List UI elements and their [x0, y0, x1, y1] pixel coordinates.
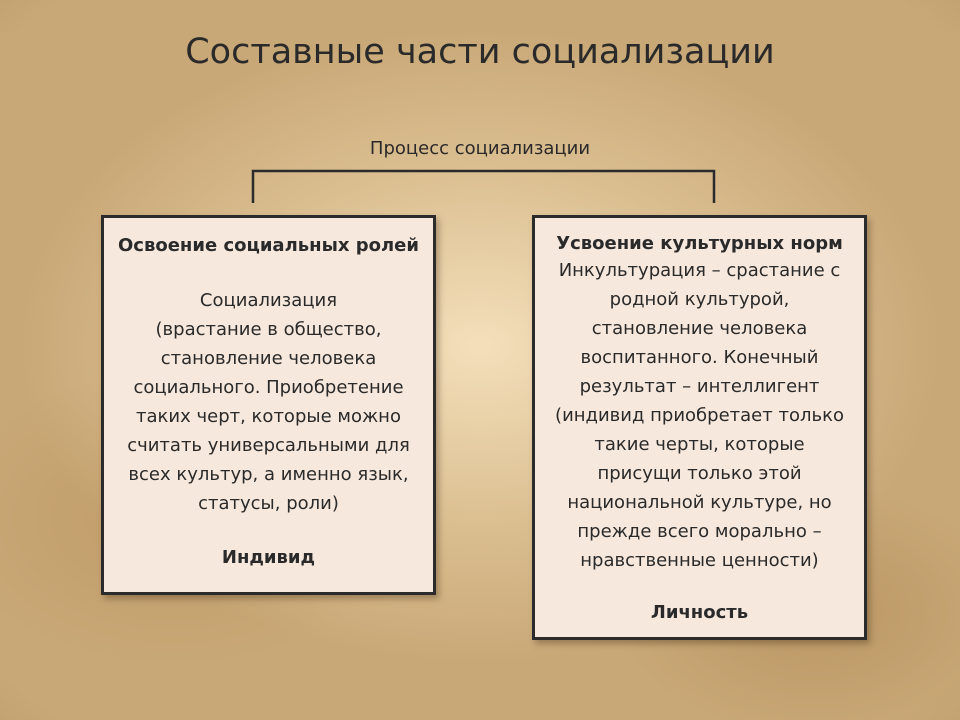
left-box-line: Социализация [199, 290, 338, 311]
left-box-line: социального. Приобретение [133, 377, 404, 398]
right-box-heading: Усвоение культурных норм [556, 233, 843, 254]
right-box-line: результат – интеллигент [579, 376, 820, 397]
process-label: Процесс социализации [369, 138, 591, 159]
left-box-line: считать универсальными для [127, 435, 410, 456]
right-box-line: Инкультурация – срастание с [558, 260, 841, 281]
right-box-line: прежде всего морально – [577, 521, 822, 542]
bracket-line [253, 171, 714, 203]
left-box-line: всех культур, а именно язык, [128, 464, 409, 485]
right-box-line: присущи только этой [597, 463, 802, 484]
left-box-result: Индивид [221, 547, 316, 568]
right-box-line: родной культурой, [609, 289, 790, 310]
right-box-result: Личность [650, 602, 749, 623]
left-box-line: становление человека [160, 348, 377, 369]
right-box-line: становление человека [591, 318, 808, 339]
right-box-line: (индивид приобретает только [555, 405, 844, 426]
left-box-line: таких черт, которые можно [136, 406, 401, 427]
left-box-heading: Освоение социальных ролей [117, 235, 419, 256]
right-box [532, 215, 867, 640]
left-box-body [114, 286, 423, 518]
right-box-line: воспитанного. Конечный [580, 347, 819, 368]
slide-title: Составные части социализации [185, 32, 775, 72]
right-box-line: такие черты, которые [594, 434, 805, 455]
left-box [101, 215, 436, 595]
right-box-line: нравственные ценности) [580, 550, 819, 571]
left-box-line: статусы, роли) [198, 493, 339, 514]
left-box-line: (врастание в общество, [155, 319, 382, 340]
right-box-body [543, 256, 856, 575]
right-box-line: национальной культуре, но [567, 492, 832, 513]
